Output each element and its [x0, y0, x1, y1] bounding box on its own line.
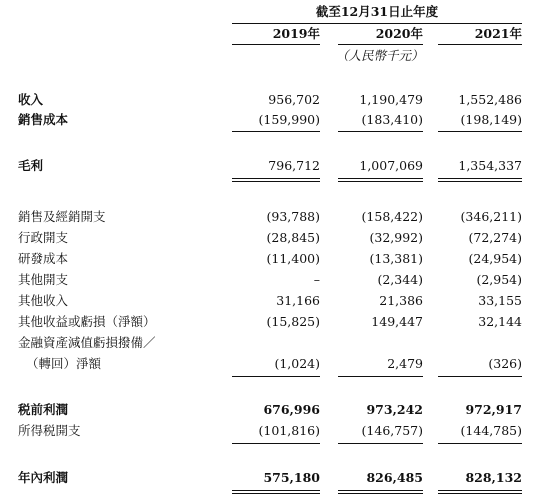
row-value: (32,992)	[369, 230, 423, 245]
row-value: (101,816)	[258, 423, 320, 438]
row-label-income-tax: 所得税開支	[18, 423, 81, 438]
row-value: 575,180	[263, 470, 320, 485]
row-value: 31,166	[276, 293, 320, 308]
row-value: 826,485	[366, 470, 423, 485]
row-label-revenue: 收入	[18, 92, 44, 107]
year-rule-2021	[438, 44, 522, 45]
header-rule	[232, 23, 522, 24]
row-label-profit-for-year: 年內利潤	[18, 470, 69, 485]
row-value: 956,702	[268, 92, 320, 107]
subtotal-rule	[338, 443, 423, 444]
row-value: (1,024)	[274, 356, 320, 371]
row-label-impairment-line2: （轉回）淨額	[26, 356, 102, 371]
row-value: (24,954)	[468, 251, 522, 266]
row-label-gross-profit: 毛利	[18, 158, 44, 173]
row-label-selling-expenses: 銷售及經銷開支	[18, 209, 106, 224]
double-rule	[338, 178, 423, 182]
row-value: (72,274)	[468, 230, 522, 245]
row-value: 972,917	[465, 402, 522, 417]
row-value: 21,386	[379, 293, 423, 308]
row-label-profit-before-tax: 税前利潤	[18, 402, 69, 417]
row-value: 33,155	[478, 293, 522, 308]
subtotal-rule	[438, 443, 522, 444]
subtotal-rule	[338, 131, 423, 132]
row-value: (13,381)	[369, 251, 423, 266]
row-label-admin-expenses: 行政開支	[18, 230, 69, 245]
double-rule	[232, 178, 320, 182]
row-value: (183,410)	[361, 112, 423, 127]
row-value: (2,954)	[476, 272, 522, 287]
row-value: (198,149)	[460, 112, 522, 127]
subtotal-rule	[338, 376, 423, 377]
subtotal-rule	[232, 376, 320, 377]
double-rule	[232, 490, 320, 494]
row-label-other-income: 其他收入	[18, 293, 69, 308]
row-label-other-gains-losses: 其他收益或虧損（淨額）	[18, 314, 156, 329]
year-2019: 2019年	[272, 26, 320, 41]
year-2021: 2021年	[474, 26, 522, 41]
row-value: (28,845)	[266, 230, 320, 245]
row-value: 1,552,486	[458, 92, 522, 107]
subtotal-rule	[438, 131, 522, 132]
row-value: (11,400)	[266, 251, 320, 266]
subtotal-rule	[438, 376, 522, 377]
period-heading: 截至12月31日止年度	[315, 4, 439, 19]
double-rule	[438, 490, 522, 494]
row-value: (146,757)	[361, 423, 423, 438]
row-value: 676,996	[263, 402, 320, 417]
row-label-impairment-line1: 金融資產減值虧損撥備／	[18, 335, 156, 350]
row-value: (144,785)	[460, 423, 522, 438]
row-label-rnd-costs: 研發成本	[18, 251, 69, 266]
year-rule-2019	[232, 44, 320, 45]
row-value: 796,712	[268, 158, 320, 173]
row-value: (326)	[488, 356, 522, 371]
row-value: 828,132	[465, 470, 522, 485]
row-value: (158,422)	[361, 209, 423, 224]
row-value: (15,825)	[266, 314, 320, 329]
row-label-other-expenses: 其他開支	[18, 272, 69, 287]
subtotal-rule	[232, 443, 320, 444]
row-value: 32,144	[478, 314, 522, 329]
double-rule	[338, 490, 423, 494]
year-2020: 2020年	[375, 26, 423, 41]
row-value: 1,190,479	[359, 92, 423, 107]
row-value: (346,211)	[460, 209, 522, 224]
row-value: 1,007,069	[359, 158, 423, 173]
unit-note: （人民幣千元）	[336, 48, 424, 63]
row-value: (93,788)	[266, 209, 320, 224]
double-rule	[438, 178, 522, 182]
subtotal-rule	[232, 131, 320, 132]
row-value: 2,479	[387, 356, 423, 371]
row-value: (159,990)	[258, 112, 320, 127]
row-label-cost-of-sales: 銷售成本	[18, 112, 69, 127]
row-value: –	[313, 272, 320, 287]
row-value: 149,447	[371, 314, 423, 329]
year-rule-2020	[338, 44, 423, 45]
row-value: 973,242	[366, 402, 423, 417]
row-value: (2,344)	[377, 272, 423, 287]
row-value: 1,354,337	[458, 158, 522, 173]
